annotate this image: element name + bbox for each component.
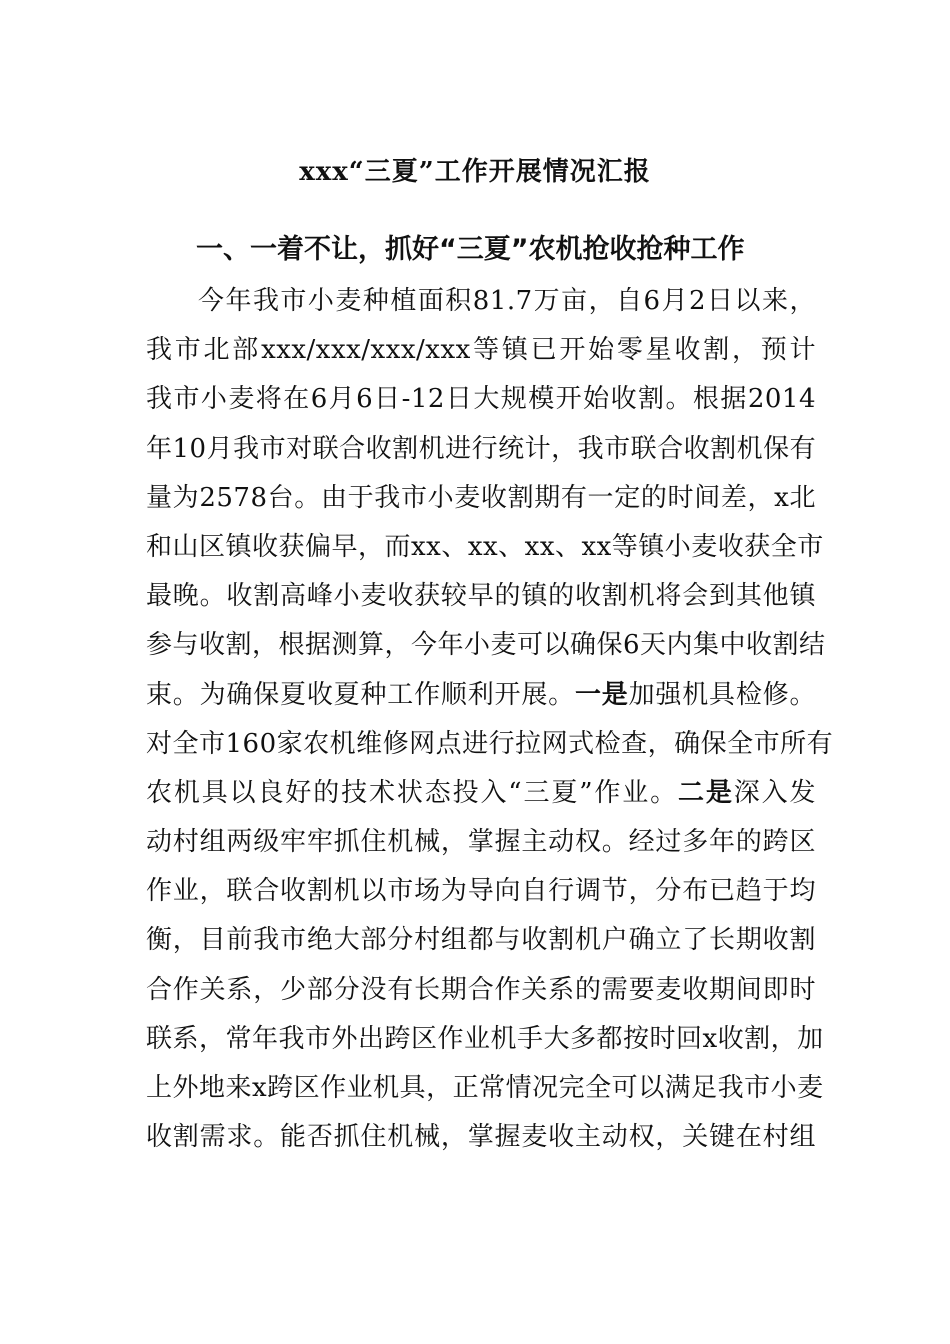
body-line bbox=[146, 572, 816, 621]
body-text: 农机具以良好的技术状态投入“三夏”作业。 bbox=[146, 777, 678, 808]
body-line bbox=[146, 474, 816, 523]
body-line bbox=[146, 523, 824, 572]
document-title: xxx“三夏”工作开展情况汇报 bbox=[299, 157, 651, 187]
body-text: 加强机具检修。 bbox=[628, 679, 816, 710]
body-text: 合作关系，少部分没有长期合作关系的需要麦收期间即时 bbox=[146, 974, 816, 1005]
body-line bbox=[146, 425, 816, 474]
body-line bbox=[146, 326, 816, 375]
body-line bbox=[146, 1113, 816, 1162]
body-text: 对全市160家农机维修网点进行拉网式检查，确保全市所有 bbox=[146, 728, 834, 759]
body-text: 联系，常年我市外出跨区作业机手大多都按时回x收割，加 bbox=[146, 1023, 824, 1054]
body-text: 量为2578台。由于我市小麦收割期有一定的时间差，x北 bbox=[146, 482, 816, 513]
body-line bbox=[146, 1064, 824, 1113]
body-text: 动村组两级牢牢抓住机械，掌握主动权。经过多年的跨区 bbox=[146, 827, 816, 858]
body-line bbox=[146, 621, 826, 670]
body-text: 束。为确保夏收夏种工作顺利开展。 bbox=[146, 679, 575, 710]
body-text: 我市小麦将在6月6日-12日大规模开始收割。根据2014 bbox=[146, 384, 816, 415]
body-text: 深入发 bbox=[733, 777, 816, 808]
body-text: 我市北部xxx/xxx/xxx/xxx等镇已开始零星收割，预计 bbox=[146, 335, 816, 366]
body-text: 作业，联合收割机以市场为导向自行调节，分布已趋于均 bbox=[146, 876, 816, 907]
body-line bbox=[146, 671, 816, 720]
body-text: 今年我市小麦种植面积81.7万亩，自6月2日以来， bbox=[198, 286, 816, 316]
emphasis-text: 一是 bbox=[574, 679, 629, 710]
body-text: 年10月我市对联合收割机进行统计，我市联合收割机保有 bbox=[146, 433, 817, 464]
body-line bbox=[146, 966, 816, 1015]
body-text: 上外地来x跨区作业机具，正常情况完全可以满足我市小麦 bbox=[146, 1073, 824, 1103]
body-line bbox=[146, 277, 816, 326]
body-line bbox=[146, 375, 816, 424]
body-line bbox=[146, 720, 834, 769]
body-text: 参与收割，根据测算，今年小麦可以确保6天内集中收割结 bbox=[146, 630, 826, 661]
body-line bbox=[146, 916, 816, 965]
body-paragraph bbox=[146, 277, 834, 1162]
body-text: 衡，目前我市绝大部分村组都与收割机户确立了长期收割 bbox=[146, 925, 816, 956]
body-text: 和山区镇收获偏早，而xx、xx、xx、xx等镇小麦收获全市 bbox=[146, 531, 824, 562]
section-heading: 一、一着不让，抓好“三夏”农机抢收抢种工作 bbox=[196, 234, 745, 265]
body-line bbox=[146, 1015, 824, 1064]
body-line bbox=[146, 769, 816, 818]
body-text: 收割需求。能否抓住机械，掌握麦收主动权，关键在村组 bbox=[146, 1122, 816, 1153]
body-line bbox=[146, 867, 816, 916]
body-line bbox=[146, 818, 816, 867]
body-text: 最晚。收割高峰小麦收获较早的镇的收割机将会到其他镇 bbox=[146, 581, 816, 612]
emphasis-text: 二是 bbox=[677, 777, 734, 808]
